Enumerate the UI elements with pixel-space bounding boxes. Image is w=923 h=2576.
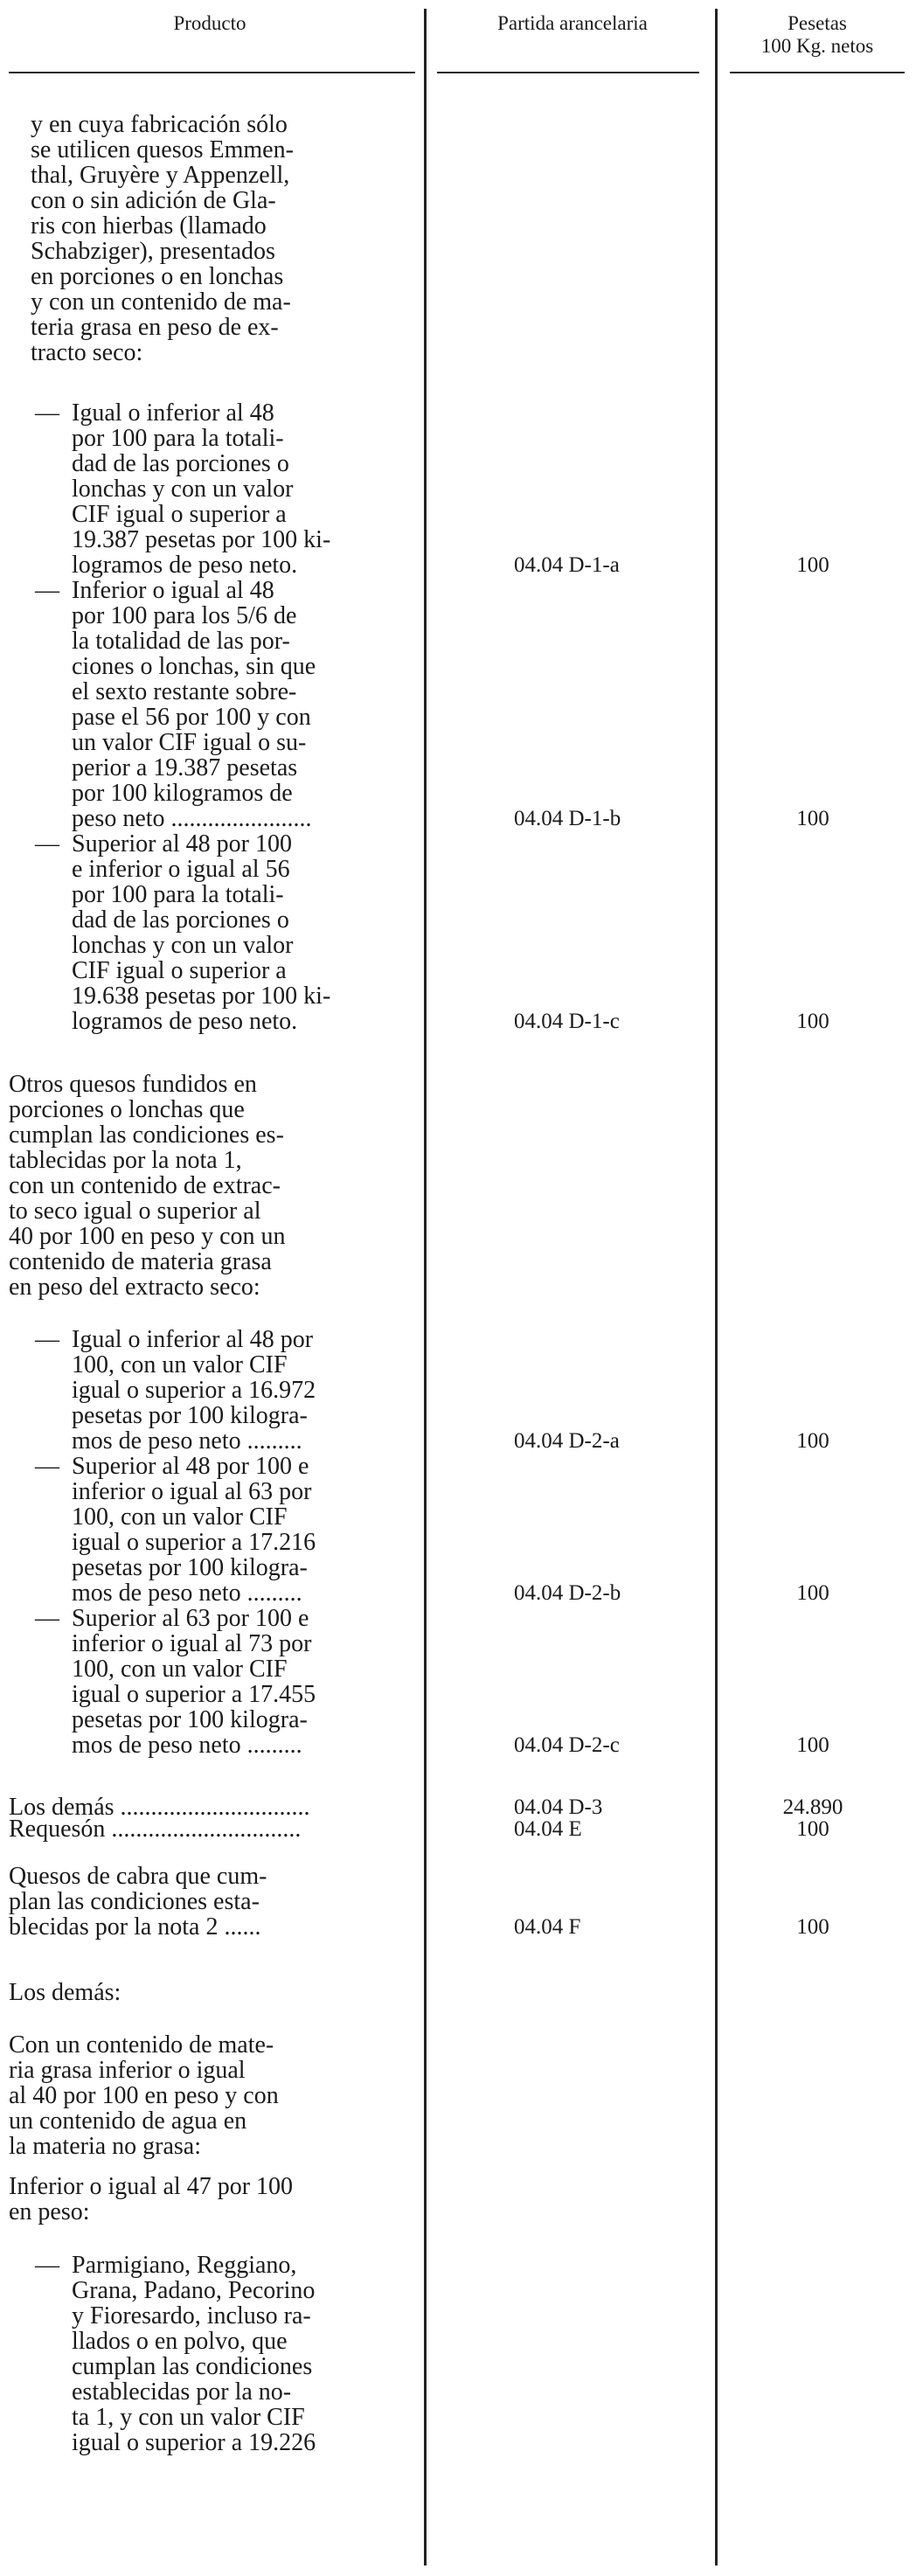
- item-d1a-text: Igual o inferior al 48 por 100 para la totali- dad de las porciones o lonchas y con un valor CIF igual o superior a 19.387 pesetas por 100 ki- logramos de peso neto.: [72, 399, 331, 579]
- code-d1b: 04.04 D-1-b: [514, 807, 621, 830]
- contenido-paragraph: Con un contenido de mate- ria grasa inferior o igual al 40 por 100 en peso y con un contenido de agua en la materia no grasa:: [9, 2031, 279, 2160]
- value-d2c: 100: [796, 1733, 829, 1757]
- item-d2a-text: Igual o inferior al 48 por 100, con un valor CIF igual o superior a 16.972 pesetas por 100 kilogra- mos de peso neto .........: [72, 1326, 316, 1455]
- code-d2b: 04.04 D-2-b: [514, 1581, 621, 1605]
- item-f-text: Quesos de cabra que cum- plan las condiciones esta- blecidas por la nota 2 ......: [9, 1863, 267, 1941]
- losdemas-heading: Los demás:: [9, 1979, 121, 2006]
- dash-d2b: —: [35, 1453, 59, 1480]
- dash-d1b: —: [35, 577, 59, 604]
- col-header-pesetas-line2: 100 Kg. netos: [760, 35, 874, 57]
- column-divider-2: [715, 9, 718, 2566]
- header-rule-partida: [437, 72, 699, 73]
- intro-paragraph: y en cuya fabricación sólo se utilicen quesos Emmen- thal, Gruyère y Appenzell, con o sin adición de Gla- ris con hierbas (llamado Schabziger), presentados en porciones o en lonchas y con un contenido de ma- teria grasa en peso de ex- tracto seco:: [31, 111, 294, 366]
- value-e: 100: [796, 1817, 829, 1841]
- item-d2b-text: Superior al 48 por 100 e inferior o igual al 63 por 100, con un valor CIF igual o superior a 17.216 pesetas por 100 kilogra- mos de peso neto .........: [72, 1453, 316, 1607]
- inferior47-paragraph: Inferior o igual al 47 por 100 en peso:: [9, 2173, 294, 2225]
- code-d3: 04.04 D-3: [514, 1795, 603, 1819]
- item-d3-text: Los demás ...............................: [9, 1794, 310, 1821]
- col-header-partida: Partida arancelaria: [497, 12, 648, 34]
- item-d2c-text: Superior al 63 por 100 e inferior o igual al 73 por 100, con un valor CIF igual o superior a 17.455 pesetas por 100 kilogra- mos de peso neto .........: [72, 1605, 316, 1759]
- code-e: 04.04 E: [514, 1817, 582, 1841]
- item-d1c-text: Superior al 48 por 100 e inferior o igual al 56 por 100 para la totali- dad de las porciones o lonchas y con un valor CIF igual o superior a 19.638 pesetas por 100 ki- logramos de peso neto.: [72, 830, 331, 1035]
- col-header-producto: Producto: [173, 12, 246, 34]
- item-d1b-text: Inferior o igual al 48 por 100 para los 5/6 de la totalidad de las por- ciones o lonchas, sin que el sexto restante sobre- pase el 56 por 100 y con un valor CIF igual o su- perior a 19.387 pesetas por 100 kilogramos de peso neto .......................: [72, 577, 316, 832]
- value-d2a: 100: [796, 1429, 829, 1453]
- otros-paragraph: Otros quesos fundidos en porciones o lonchas que cumplan las condiciones es- tablecidas por la nota 1, con un contenido de extrac- to seco igual o superior al 40 por 100 en peso y con un contenido de materia grasa en peso del extracto seco:: [9, 1071, 286, 1301]
- value-d1c: 100: [796, 1010, 829, 1033]
- code-f: 04.04 F: [514, 1915, 581, 1939]
- column-divider-1: [424, 9, 427, 2566]
- header-rule-pesetas: [730, 72, 905, 73]
- header-rule-producto: [9, 72, 415, 73]
- dash-d1a: —: [35, 399, 59, 427]
- col-header-pesetas: [725, 12, 909, 58]
- code-d2a: 04.04 D-2-a: [514, 1429, 620, 1453]
- code-d2c: 04.04 D-2-c: [514, 1733, 620, 1757]
- dash-parmigiano: —: [35, 2252, 59, 2279]
- col-header-pesetas-line1: Pesetas: [788, 12, 847, 34]
- value-d1a: 100: [796, 553, 829, 577]
- value-d1b: 100: [796, 807, 829, 830]
- value-f: 100: [796, 1915, 829, 1939]
- item-parmigiano-text: Parmigiano, Reggiano, Grana, Padano, Pecorino y Fioresardo, incluso ra- llados o en polvo, que cumplan las condiciones establecidas por la no- ta 1, y con un valor CIF igual o superior a 19.226: [72, 2252, 316, 2456]
- value-d3: 24.890: [782, 1795, 843, 1819]
- dash-d2a: —: [35, 1326, 59, 1353]
- dash-d2c: —: [35, 1605, 59, 1632]
- dash-d1c: —: [35, 830, 59, 858]
- code-d1a: 04.04 D-1-a: [514, 553, 620, 577]
- code-d1c: 04.04 D-1-c: [514, 1010, 620, 1033]
- item-e-text: Requesón ...............................: [9, 1816, 302, 1843]
- value-d2b: 100: [796, 1581, 829, 1605]
